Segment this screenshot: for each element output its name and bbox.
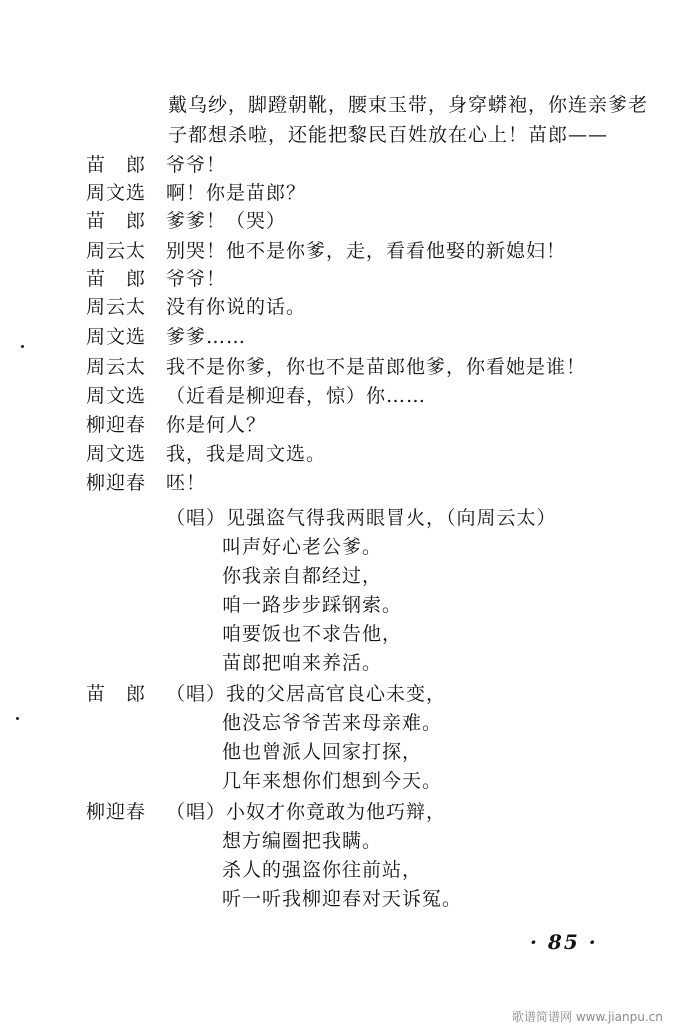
song-line	[0, 619, 690, 649]
speaker-name: 柳迎春	[86, 414, 147, 436]
speaker-name: 周文选	[86, 443, 147, 465]
line-text: 想方编圈把我瞒。	[222, 830, 383, 852]
line-text: 他没忘爷爷苦来母亲难。	[222, 712, 443, 734]
song-line	[0, 708, 690, 738]
line-text: 我，我是周文选。	[166, 443, 327, 465]
line-text: 你我亲自都经过，	[222, 565, 383, 587]
song-line	[0, 884, 690, 914]
line-text: 爷爷！	[166, 268, 227, 290]
script-line	[0, 410, 690, 440]
script-line	[0, 206, 690, 236]
line-text: （近看是柳迎春，惊）你……	[166, 385, 427, 407]
script-line	[0, 90, 690, 120]
song-line	[0, 561, 690, 591]
speaker-name: 周云太	[86, 240, 147, 262]
line-text: 子都想杀啦，还能把黎民百姓放在心上！苗郎——	[168, 124, 609, 146]
speaker-name: 周云太	[86, 356, 147, 378]
line-text: 你是何人？	[166, 414, 267, 436]
song-line	[0, 826, 690, 856]
song-line	[0, 766, 690, 796]
speaker-name: 苗 郎	[86, 210, 147, 232]
speaker-name: 周云太	[86, 296, 147, 318]
line-text: 爹爹！（哭）	[166, 210, 287, 232]
speaker-name: 周文选	[86, 326, 147, 348]
script-line	[0, 264, 690, 294]
speaker-name: 周文选	[86, 182, 147, 204]
script-line	[0, 381, 690, 411]
song-line	[0, 737, 690, 767]
line-text: 咱要饭也不求告他，	[222, 623, 403, 645]
line-text: 苗郎把咱来养活。	[222, 652, 383, 674]
script-line	[0, 468, 690, 498]
line-text: 没有你说的话。	[166, 296, 307, 318]
song-line	[0, 590, 690, 620]
script-line	[0, 150, 690, 180]
line-text: 爷爷！	[166, 154, 227, 176]
line-text: （唱）见强盗气得我两眼冒火，（向周云太）	[166, 507, 557, 529]
speaker-name: 周文选	[86, 385, 147, 407]
line-text: （唱）我的父居高官良心未变，	[166, 683, 447, 705]
speaker-name: 柳迎春	[86, 801, 147, 823]
line-text: 咱一路步步踩钢索。	[222, 594, 403, 616]
line-text: （唱）小奴才你竟敢为他巧辩，	[166, 801, 447, 823]
line-text: 杀人的强盗你往前站，	[222, 859, 423, 881]
line-text: 叫声好心老公爹。	[222, 536, 383, 558]
speaker-name: 柳迎春	[86, 472, 147, 494]
line-text: 爹爹……	[166, 326, 247, 348]
line-text: 我不是你爹，你也不是苗郎他爹，你看她是谁！	[166, 356, 587, 378]
script-line	[0, 352, 690, 382]
script-line	[0, 439, 690, 469]
line-text: 啊！你是苗郎？	[166, 182, 307, 204]
scan-speck	[21, 345, 24, 348]
script-line	[0, 178, 690, 208]
speaker-name: 苗 郎	[86, 268, 147, 290]
speaker-name: 苗 郎	[86, 154, 147, 176]
scan-speck	[16, 717, 19, 720]
script-line	[0, 236, 690, 266]
line-text: 听一听我柳迎春对天诉冤。	[222, 888, 463, 910]
song-line	[0, 648, 690, 678]
line-text: 几年来想你们想到今天。	[222, 770, 443, 792]
site-watermark: 歌谱简谱网 www.jianpu.cn	[512, 1010, 663, 1024]
line-text: 别哭！他不是你爹，走，看看他娶的新媳妇！	[166, 240, 567, 262]
script-line	[0, 322, 690, 352]
speaker-name: 苗 郎	[86, 683, 147, 705]
line-text: 戴乌纱，脚蹬朝靴，腰束玉带，身穿蟒袍，你连亲爹老	[168, 94, 649, 116]
line-text: 他也曾派人回家打探，	[222, 741, 423, 763]
page-number: · 85 ·	[530, 930, 598, 954]
song-line	[0, 503, 690, 533]
script-line	[0, 292, 690, 322]
song-line	[0, 679, 690, 709]
line-text: 呸！	[166, 472, 207, 494]
song-line	[0, 532, 690, 562]
script-line	[0, 120, 690, 150]
song-line	[0, 855, 690, 885]
song-line	[0, 797, 690, 827]
